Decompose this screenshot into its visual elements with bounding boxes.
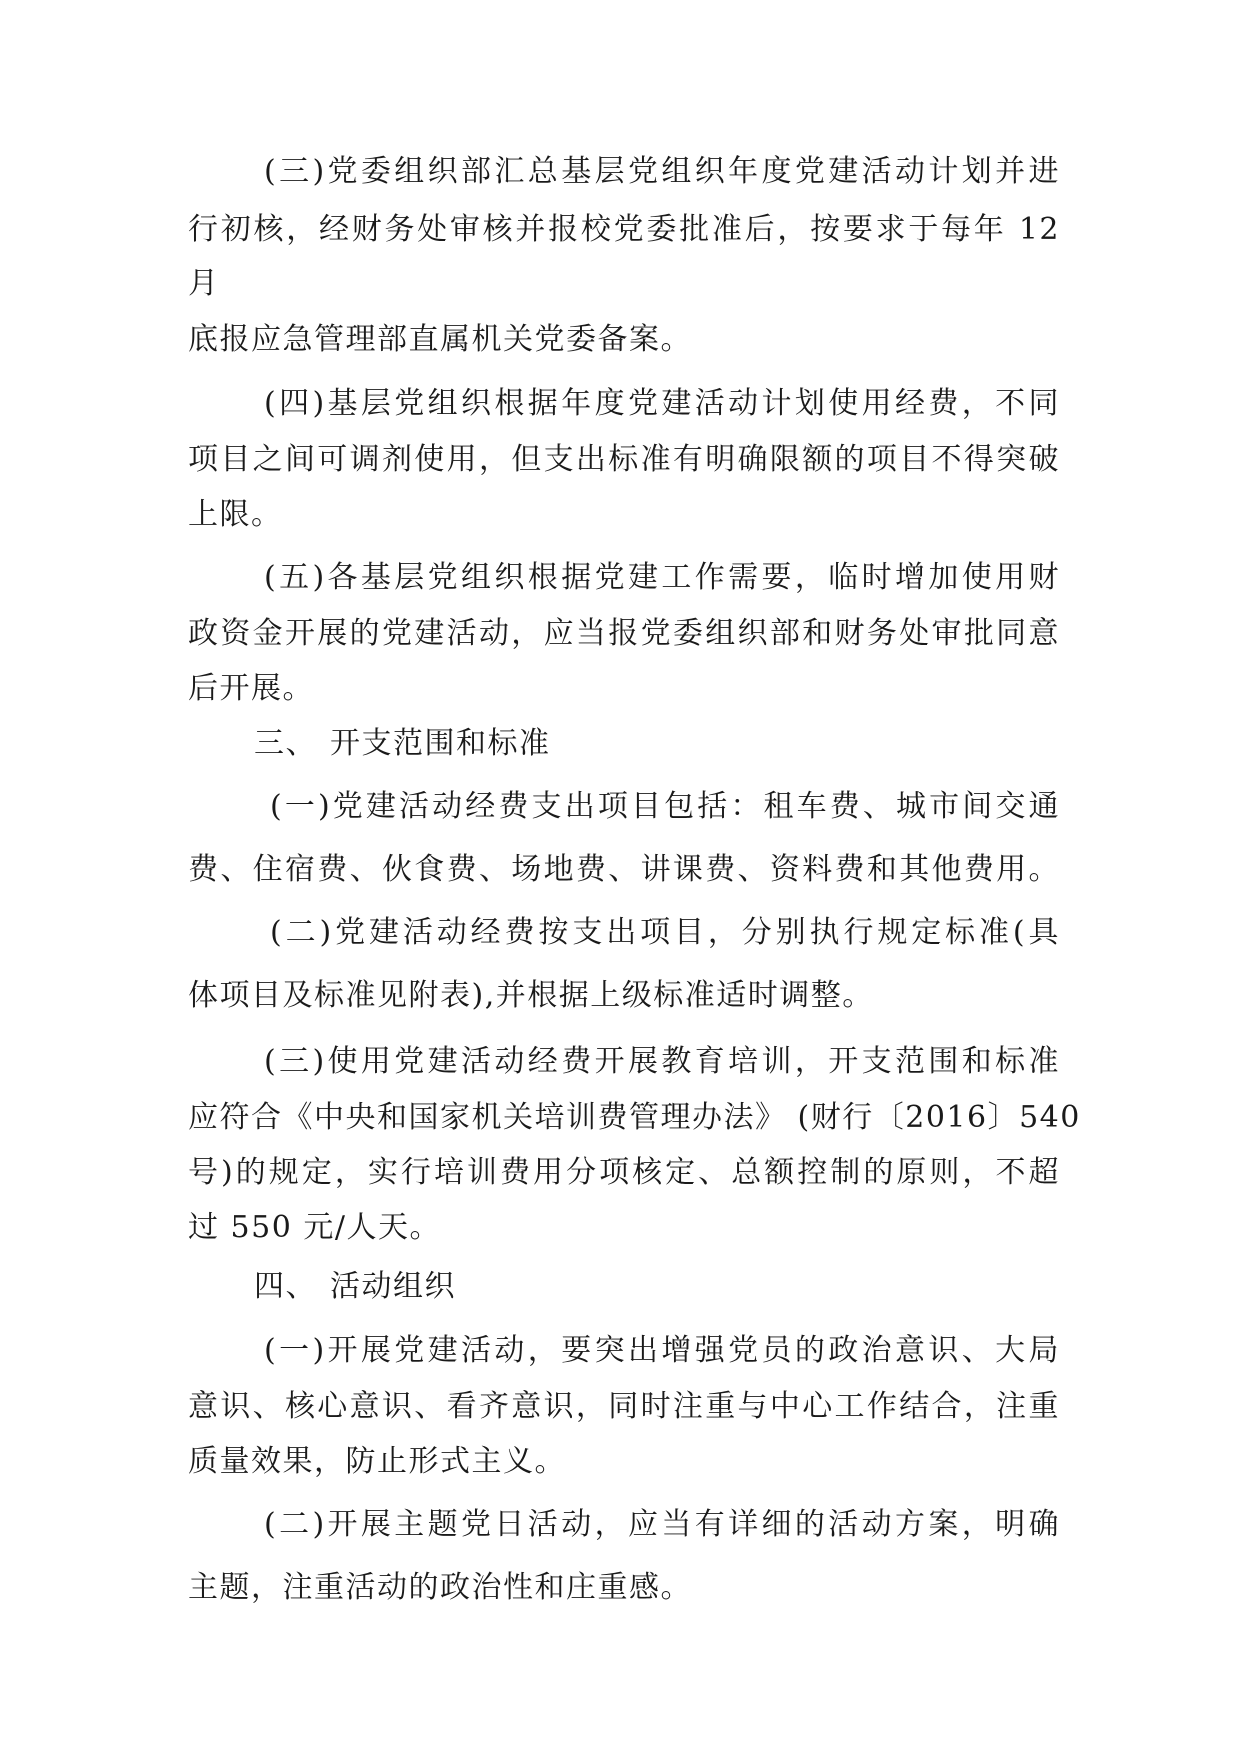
- text-line: 应符合《中央和国家机关培训费管理办法》 (财行〔2016〕540: [188, 1100, 1081, 1135]
- text-line: 底报应急管理部直属机关党委备案。: [188, 322, 692, 357]
- section-title: 开支范围和标准: [330, 726, 551, 761]
- text-line: 项目之间可调剂使用，但支出标准有明确限额的项目不得突破: [188, 442, 1060, 477]
- text-line: (三)使用党建活动经费开展教育培训，开支范围和标准: [264, 1044, 1060, 1079]
- text-line: 行初核，经财务处审核并报校党委批准后，按要求于每年 12: [188, 212, 1060, 247]
- text-line: 后开展。: [188, 671, 314, 706]
- text-line: (二)开展主题党日活动，应当有详细的活动方案，明确: [264, 1507, 1060, 1542]
- text-line: 过 550 元/人天。: [188, 1210, 441, 1245]
- section-title: 活动组织: [330, 1269, 456, 1304]
- text-line: 体项目及标准见附表),并根据上级标准适时调整。: [188, 978, 874, 1013]
- text-line: 费、住宿费、伙食费、场地费、讲课费、资料费和其他费用。: [188, 852, 1060, 887]
- text-line: 月: [188, 266, 220, 301]
- text-line: (四)基层党组织根据年度党建活动计划使用经费，不同: [264, 386, 1060, 421]
- section-heading-4: [254, 1269, 456, 1309]
- text-line: (二)党建活动经费按支出项目，分别执行规定标准(具: [270, 915, 1060, 950]
- text-line: (一)党建活动经费支出项目包括：租车费、城市间交通: [270, 789, 1060, 824]
- section-number: 四、: [254, 1269, 317, 1304]
- section-number: 三、: [254, 726, 317, 761]
- text-line: (三)党委组织部汇总基层党组织年度党建活动计划并进: [264, 154, 1060, 189]
- text-line: 质量效果，防止形式主义。: [188, 1444, 566, 1479]
- text-line: 主题，注重活动的政治性和庄重感。: [188, 1570, 692, 1605]
- text-line: 政资金开展的党建活动，应当报党委组织部和财务处审批同意: [188, 616, 1060, 651]
- text-line: (五)各基层党组织根据党建工作需要，临时增加使用财: [264, 560, 1060, 595]
- text-line: (一)开展党建活动，要突出增强党员的政治意识、大局: [264, 1333, 1060, 1368]
- section-heading-3: [254, 726, 551, 766]
- text-line: 意识、核心意识、看齐意识，同时注重与中心工作结合，注重: [188, 1389, 1060, 1424]
- text-line: 号)的规定，实行培训费用分项核定、总额控制的原则，不超: [188, 1155, 1060, 1190]
- text-line: 上限。: [188, 497, 283, 532]
